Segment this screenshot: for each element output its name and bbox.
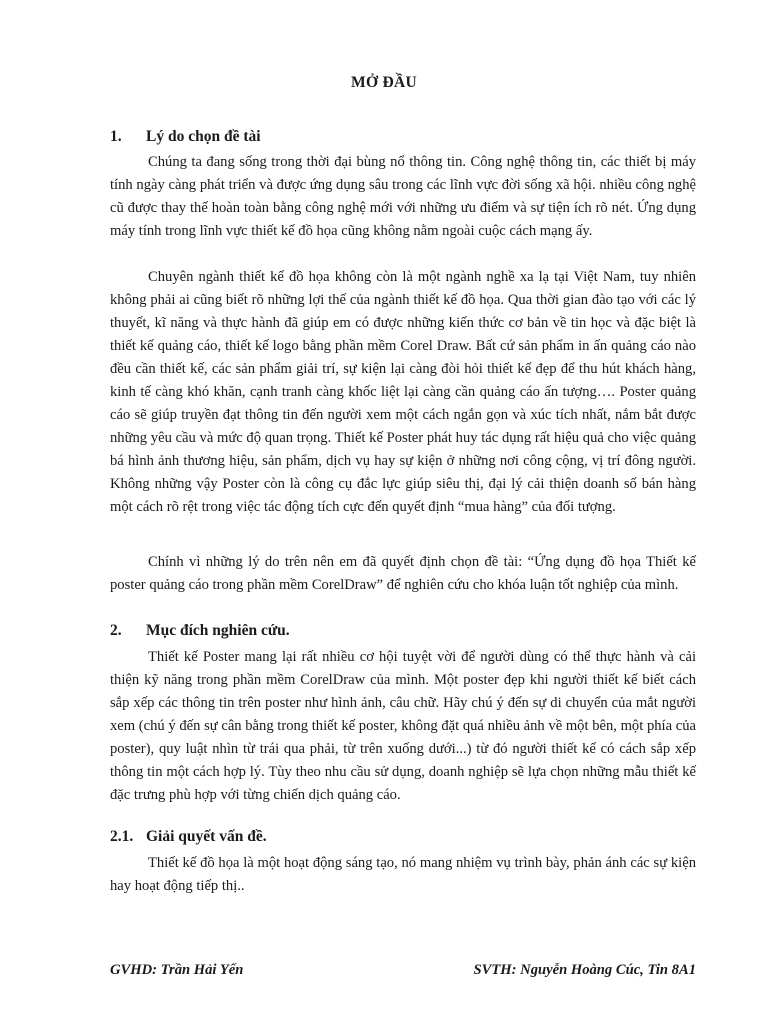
paragraph: Thiết kế đồ họa là một hoạt động sáng tạo, nó mang nhiệm vụ trình bày, phản ánh các sự kiện hay hoạt động tiếp thị.. bbox=[110, 855, 696, 894]
paragraph: Chúng ta đang sống trong thời đại bùng nổ thông tin. Công nghệ thông tin, các thiết bị máy tính ngày càng phát triển và được ứng dụng sâu trong các lĩnh vực đời sống xã hội. nhiều công nghệ cũ được thay thế hoàn toàn bằng công nghệ mới với những ưu điểm và sự tiện ích rõ nét. Ứng dụng máy tính trong lĩnh vực thiết kế đồ họa cũng không nằm ngoài cuộc cách mạng ấy. bbox=[110, 154, 696, 239]
section-number: 1. bbox=[110, 128, 122, 145]
section-number: 2.1. bbox=[110, 828, 134, 845]
section-title: Giải quyết vấn đề. bbox=[146, 828, 267, 845]
page-title: MỞ ĐẦU bbox=[351, 74, 417, 91]
section-title: Lý do chọn đề tài bbox=[146, 128, 261, 145]
section-number: 2. bbox=[110, 622, 122, 639]
section-title: Mục đích nghiên cứu. bbox=[146, 622, 290, 639]
section-heading-2-1 bbox=[110, 828, 267, 846]
footer-student: SVTH: Nguyễn Hoàng Cúc, Tin 8A1 bbox=[473, 962, 696, 978]
footer-advisor: GVHD: Trần Hải Yến bbox=[110, 962, 244, 978]
paragraph: Thiết kế Poster mang lại rất nhiều cơ hội tuyệt vời để người dùng có thể thực hành và cải thiện kỹ năng trong phần mềm CorelDraw của mình. Một poster đẹp khi người thiết kế biết cách sắp xếp các thông tin trên poster như hình ảnh, câu chữ. Hãy chú ý đến sự di chuyển của mắt người xem (chú ý đến sự cân bằng trong thiết kế poster, không đặt quá nhiều ảnh về một bên, một phía của poster), quy luật nhìn từ trái qua phải, từ trên xuống dưới...) từ đó người thiết kế có cách sắp xếp thông tin một cách hợp lý. Tùy theo nhu cầu sử dụng, doanh nghiệp sẽ lựa chọn những mẫu thiết kế đặc trưng phù hợp với từng chiến dịch quảng cáo. bbox=[110, 649, 696, 803]
section-heading-1 bbox=[110, 128, 261, 146]
section-heading-2 bbox=[110, 622, 290, 640]
paragraph: Chuyên ngành thiết kế đồ họa không còn là một ngành nghề xa lạ tại Việt Nam, tuy nhiên không phải ai cũng biết rõ những lợi thế của ngành thiết kế đồ họa. Qua thời gian đào tạo với các lý thuyết, kĩ năng và thực hành đã giúp em có được những kiến thức cơ bản về tin học và đặc biệt là thiết kế quảng cáo, thiết kế logo bằng phần mềm Corel Draw. Bất cứ sản phẩm in ấn quảng cáo nào đều cần thiết kế, các sản phẩm giải trí, sự kiện lại càng đòi hỏi thiết kế đẹp để thu hút khách hàng, kinh tế càng khó khăn, cạnh tranh càng khốc liệt lại càng cần quảng cáo ấn tượng…. Poster quảng cáo sẽ giúp truyền đạt thông tin đến người xem một cách ngắn gọn và xúc tích nhất, nắm bắt được những yêu cầu và mức độ quan trọng. Thiết kế Poster phát huy tác dụng rất hiệu quả cho việc quảng bá hình ảnh thương hiệu, sản phẩm, dịch vụ hay sự kiện ở những nơi công cộng, vị trí đông người. Không những vậy Poster còn là công cụ đắc lực giúp siêu thị, đại lý cải thiện doanh số bán hàng một cách rõ rệt trong việc tác động tích cực đến quyết định “mua hàng” của đối tượng. bbox=[110, 269, 696, 515]
paragraph: Chính vì những lý do trên nên em đã quyết định chọn đề tài: “Ứng dụng đồ họa Thiết kế poster quảng cáo trong phần mềm CorelDraw” để nghiên cứu cho khóa luận tốt nghiệp của mình. bbox=[110, 554, 696, 593]
